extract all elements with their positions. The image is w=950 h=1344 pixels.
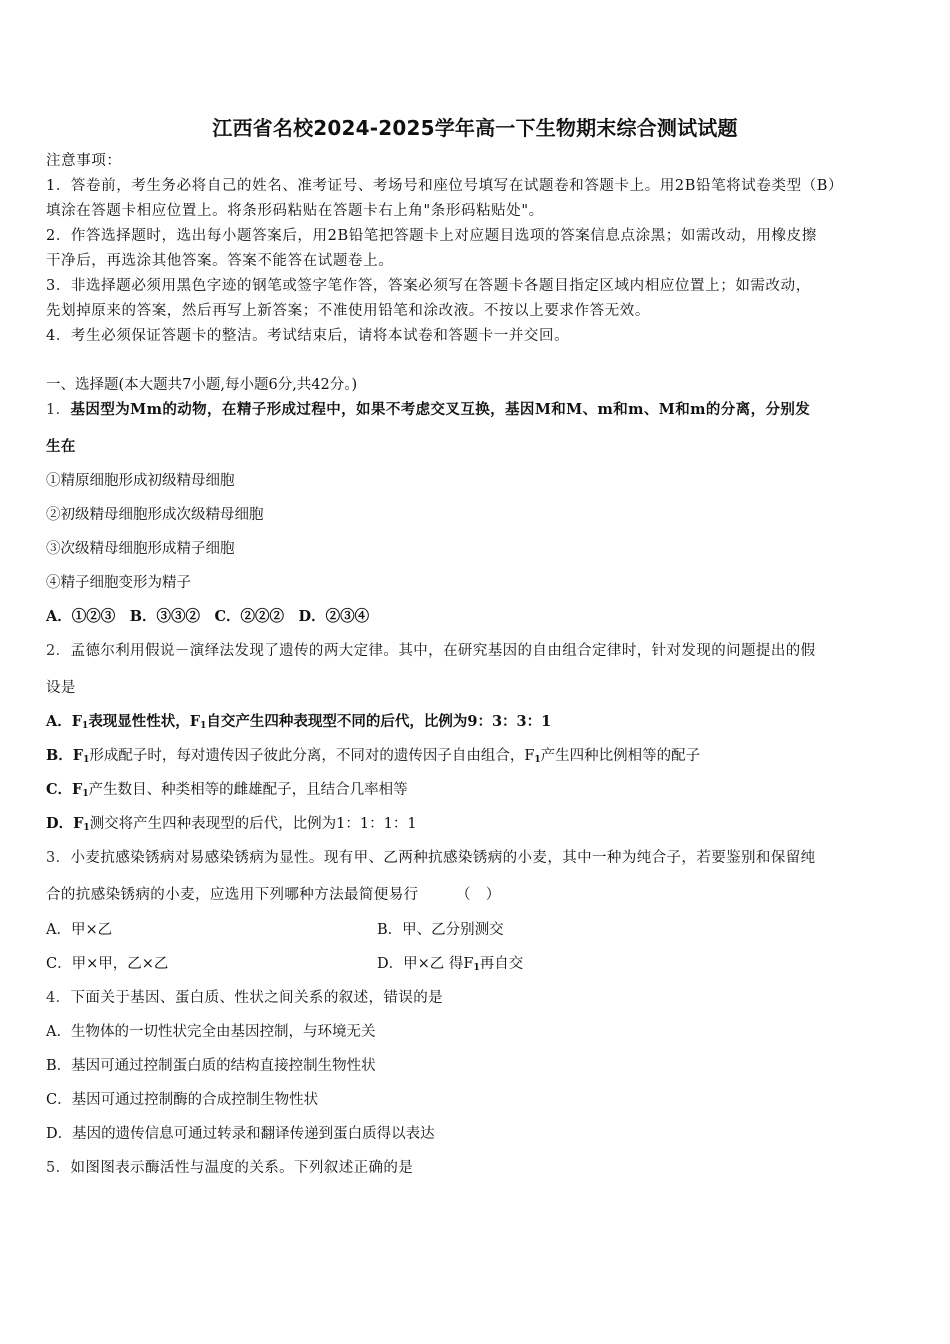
question-4 — [46, 988, 443, 1008]
option-a: A．生物体的一切性状完全由基因控制，与环境无关 — [46, 1024, 376, 1040]
list-item: ①精原细胞形成初级精母细胞 — [46, 473, 235, 489]
list-item: ②初级精母细胞形成次级精母细胞 — [46, 507, 264, 523]
subscript: 1 — [534, 755, 541, 765]
question-text: 基因型为Mm的动物，在精子形成过程中，如果不考虑交叉互换，基因M和M、m和m、M和m的分离，分别发 — [70, 401, 811, 418]
notice-line: 先划掉原来的答案，然后再写上新答案；不准使用铅笔和涂改液。不按以上要求作答无效。 — [46, 303, 650, 319]
option-a: A．甲×乙 — [46, 922, 113, 938]
question-5 — [46, 1158, 413, 1178]
subscript: 1 — [473, 963, 480, 973]
notice-line: 3．非选择题必须用黑色字迹的钢笔或签字笔作答，答案必须写在答题卡各题目指定区域内相应位置上；如需改动， — [46, 278, 811, 294]
option-text: 再自交 — [479, 956, 524, 972]
option-text: C．F — [46, 781, 83, 798]
option-text: D．F — [46, 815, 84, 832]
question-number: 1． — [46, 402, 71, 418]
page-title: 江西省名校2024-2025学年高一下生物期末综合测试试题 — [212, 116, 738, 140]
option-b — [46, 746, 700, 770]
notice-line: 干净后，再选涂其他答案。答案不能答在试题卷上。 — [46, 253, 394, 269]
question-3 — [46, 848, 816, 868]
question-text: 生在 — [46, 438, 76, 455]
question-text: 下面关于基因、蛋白质、性状之间关系的叙述，错误的是 — [70, 990, 444, 1006]
subscript: 1 — [82, 789, 89, 799]
option-text: 表现显性性状，F — [88, 713, 201, 730]
question-1 — [46, 400, 810, 420]
option-c — [46, 780, 408, 804]
subscript: 1 — [83, 755, 90, 765]
question-number: 5． — [46, 1160, 71, 1176]
question-text: 如图图表示酶活性与温度的关系。下列叙述正确的是 — [70, 1160, 414, 1176]
notice-line: 2．作答选择题时，选出每小题答案后，用2B铅笔把答题卡上对应题目选项的答案信息点涂黑；如需改动，用橡皮擦 — [46, 228, 817, 244]
list-item: ④精子细胞变形为精子 — [46, 575, 191, 591]
question-text: 孟德尔利用假说－演绎法发现了遗传的两大定律。其中，在研究基因的自由组合定律时，针对发现的问题提出的假 — [70, 643, 816, 659]
option-b: B．基因可通过控制蛋白质的结构直接控制生物性状 — [46, 1058, 376, 1074]
subscript: 1 — [83, 823, 90, 833]
question-2 — [46, 641, 816, 661]
option-d: D．基因的遗传信息可通过转录和翻译传递到蛋白质得以表达 — [46, 1126, 435, 1142]
option-text: 产生数目、种类相等的雌雄配子，且结合几率相等 — [88, 782, 408, 798]
answer-options: A．①②③ B．③③② C．②②② D．②③④ — [46, 608, 370, 625]
option-text: 测交将产生四种表现型的后代，比例为1：1：1：1 — [89, 816, 417, 832]
option-d — [377, 954, 523, 978]
question-text: 合的抗感染锈病的小麦，应选用下列哪种方法最简便易行 （ ） — [46, 887, 501, 903]
notice-line: 填涂在答题卡相应位置上。将条形码粘贴在答题卡右上角"条形码粘贴处"。 — [46, 203, 544, 219]
option-text: D．甲×乙 得F — [377, 956, 474, 972]
option-c: C．甲×甲，乙×乙 — [46, 956, 169, 972]
option-a — [46, 712, 551, 736]
subscript: 1 — [82, 721, 89, 731]
option-text: B．F — [46, 747, 84, 764]
question-number: 4． — [46, 990, 71, 1006]
option-text: 自交产生四种表现型不同的后代，比例为9：3：3：1 — [206, 713, 552, 730]
question-text: 小麦抗感染锈病对易感染锈病为显性。现有甲、乙两种抗感染锈病的小麦，其中一种为纯合子，若要鉴别和保留纯 — [70, 850, 816, 866]
notice-line: 1．答卷前，考生务必将自己的姓名、准考证号、考场号和座位号填写在试题卷和答题卡上。用2B铅笔将试卷类型（B） — [46, 178, 844, 194]
question-number: 3． — [46, 850, 71, 866]
notice-line: 4．考生必须保证答题卡的整洁。考试结束后，请将本试卷和答题卡一并交回。 — [46, 328, 570, 344]
notice-heading: 注意事项： — [46, 153, 122, 169]
option-text: 形成配子时，每对遗传因子彼此分离，不同对的遗传因子自由组合，F — [89, 748, 535, 764]
question-number: 2． — [46, 643, 71, 659]
option-d — [46, 814, 417, 838]
option-text: A．F — [46, 713, 83, 730]
option-c: C．基因可通过控制酶的合成控制生物性状 — [46, 1092, 319, 1108]
option-text: 产生四种比例相等的配子 — [540, 748, 701, 764]
subscript: 1 — [200, 721, 207, 731]
question-text: 设是 — [46, 680, 76, 696]
section-heading: 一、选择题(本大题共7小题,每小题6分,共42分。) — [46, 377, 358, 393]
option-b: B．甲、乙分别测交 — [377, 922, 504, 938]
list-item: ③次级精母细胞形成精子细胞 — [46, 541, 235, 557]
